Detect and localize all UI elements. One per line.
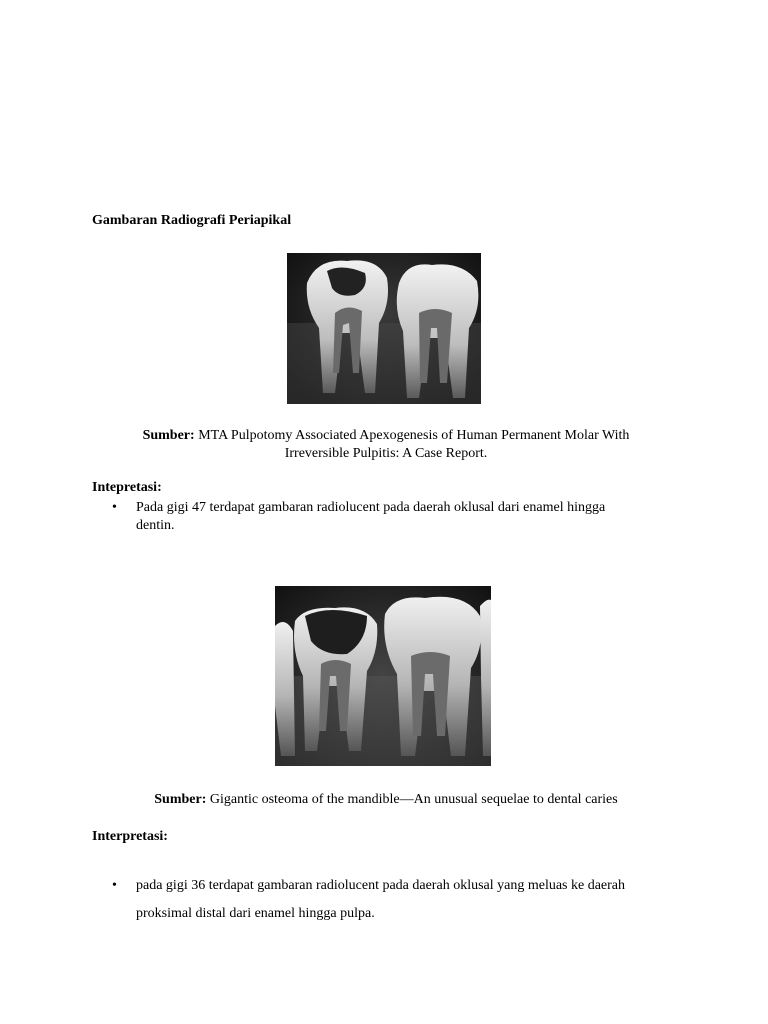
list-item [112, 499, 672, 535]
list-item-text-continued: proksimal distal dari enamel hingga pulpa. [136, 906, 375, 921]
figure-2-caption [96, 791, 676, 809]
source-label: Sumber: [142, 428, 195, 443]
source-text-continued: Irreversible Pulpitis: A Case Report. [284, 446, 488, 461]
figure-1-caption [96, 427, 676, 463]
source-text: Gigantic osteoma of the mandible—An unusual sequelae to dental caries [209, 792, 618, 807]
radiograph-image-2 [275, 586, 491, 766]
source-text: MTA Pulpotomy Associated Apexogenesis of Human Permanent Molar With [198, 428, 630, 443]
list-item [112, 872, 682, 928]
interpretation-2-list [112, 872, 682, 928]
list-item-text-continued: dentin. [136, 518, 175, 533]
radiograph-1-drawing [287, 253, 481, 404]
section-heading: Gambaran Radiografi Periapikal [92, 213, 292, 228]
bullet-icon: • [112, 500, 117, 515]
interpretation-1-label: Intepretasi: [92, 480, 162, 495]
radiograph-image-1 [287, 253, 481, 404]
source-label: Sumber: [154, 792, 207, 807]
interpretation-1-list [112, 499, 672, 535]
interpretation-2-label: Interpretasi: [92, 829, 168, 844]
list-item-text: pada gigi 36 terdapat gambaran radiolucent pada daerah oklusal yang meluas ke daerah [136, 878, 626, 893]
list-item-text: Pada gigi 47 terdapat gambaran radiolucent pada daerah oklusal dari enamel hingga [136, 500, 606, 515]
bullet-icon: • [112, 878, 117, 893]
radiograph-2-drawing [275, 586, 491, 766]
